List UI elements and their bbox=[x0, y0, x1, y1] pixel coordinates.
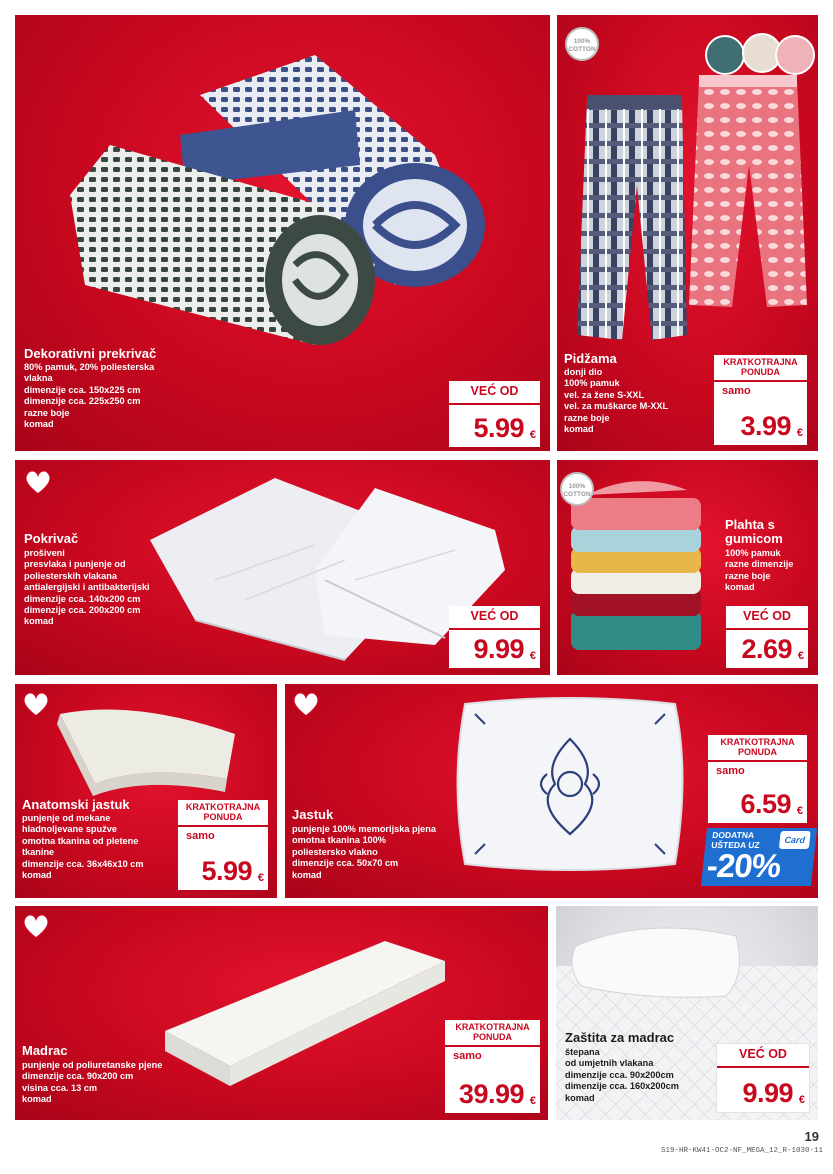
only-label: samo bbox=[716, 765, 745, 777]
limited-offer-label: KRATKOTRAJNA PONUDA bbox=[185, 802, 261, 822]
currency: € bbox=[797, 650, 804, 662]
product-title: Madrac bbox=[22, 1043, 68, 1058]
product-title: Plahta s gumicom bbox=[725, 517, 783, 546]
price-box bbox=[178, 800, 268, 890]
divider bbox=[449, 628, 540, 630]
divider bbox=[717, 1066, 809, 1068]
price-box bbox=[449, 381, 540, 447]
only-label: samo bbox=[722, 385, 751, 397]
price-box bbox=[449, 606, 540, 668]
heart-badge-icon bbox=[24, 469, 52, 495]
limited-offer-label: KRATKOTRAJNA PONUDA bbox=[723, 357, 798, 377]
heart-badge-icon bbox=[292, 691, 320, 717]
product-description: punjenje od poliuretanske pjene dimenzije cca. 90x200 cm visina cca. 13 cm komad bbox=[22, 1060, 163, 1105]
price: 39.99 bbox=[458, 1079, 524, 1109]
heart-badge-icon bbox=[22, 913, 50, 939]
product-description: štepana od umjetnih vlakana dimenzije cca. 90x200cm dimenzije cca. 160x200cm komad bbox=[565, 1047, 679, 1103]
product-title: Pidžama bbox=[564, 351, 617, 366]
panel-pajamas bbox=[557, 15, 818, 451]
only-label: samo bbox=[186, 830, 215, 842]
heart-badge-icon bbox=[22, 691, 50, 717]
product-title: Pokrivač bbox=[24, 531, 79, 546]
price: 9.99 bbox=[742, 1078, 793, 1108]
extra-savings-label: DODATNA UŠTEDA UZ bbox=[710, 830, 761, 850]
limited-offer-label: KRATKOTRAJNA PONUDA bbox=[455, 1022, 530, 1042]
price: 5.99 bbox=[473, 413, 524, 443]
product-description: prošiveni presvlaka i punjenje od poliesterskih vlakana antialergijski i antibakterijski dimenzije cca. 140x200 cm dimenzije cca. 200x200 cm komad bbox=[24, 548, 150, 627]
currency: € bbox=[796, 805, 803, 817]
panel-pillow bbox=[285, 684, 818, 898]
card-discount-banner bbox=[701, 828, 817, 886]
divider bbox=[726, 628, 808, 630]
currency: € bbox=[257, 872, 264, 884]
currency: € bbox=[529, 650, 536, 662]
divider bbox=[708, 760, 807, 762]
discount-percent: -20% bbox=[705, 847, 783, 884]
from-label: VEĆ OD bbox=[739, 1047, 787, 1061]
product-description: donji dio 100% pamuk vel. za žene S-XXL vel. za muškarce M-XXL razne boje komad bbox=[564, 367, 669, 435]
only-label: samo bbox=[453, 1050, 482, 1062]
product-title: Zaštita za madrac bbox=[565, 1030, 675, 1045]
product-description: punjenje od mekane hladnoljevane spužve omotna tkanina od pletene tkanine dimenzije cca. 36x46x10 cm komad bbox=[22, 813, 144, 881]
product-description: 100% pamuk razne dimenzije razne boje komad bbox=[725, 548, 794, 593]
from-label: VEĆ OD bbox=[743, 609, 791, 623]
price: 5.99 bbox=[201, 856, 252, 886]
currency: € bbox=[529, 1095, 536, 1107]
currency: € bbox=[529, 429, 536, 441]
price: 9.99 bbox=[473, 634, 524, 664]
divider bbox=[445, 1045, 540, 1047]
divider bbox=[178, 825, 268, 827]
cotton-badge-icon: 100% COTTON bbox=[565, 27, 599, 61]
page-number: 19 bbox=[804, 1129, 819, 1144]
panel-anatomic-pillow bbox=[15, 684, 277, 898]
currency: € bbox=[796, 427, 803, 439]
product-description: punjenje 100% memorijska pjena omotna tkanina 100% poliestersko vlakno dimenzije cca. 50x70 cm komad bbox=[292, 824, 436, 880]
price: 6.59 bbox=[740, 789, 791, 819]
panel-mattress bbox=[15, 906, 548, 1120]
card-logo-icon: Card bbox=[779, 831, 811, 849]
product-title: Jastuk bbox=[292, 807, 334, 822]
panel-duvet bbox=[15, 460, 550, 675]
panel-mattress-protector bbox=[556, 906, 818, 1120]
divider bbox=[449, 403, 540, 405]
price-box bbox=[716, 1043, 810, 1113]
product-title: Anatomski jastuk bbox=[22, 797, 130, 812]
product-title: Dekorativni prekrivač bbox=[24, 346, 157, 361]
limited-offer-label: KRATKOTRAJNA PONUDA bbox=[720, 737, 795, 757]
price: 3.99 bbox=[740, 411, 791, 441]
panel-sheet bbox=[557, 460, 818, 675]
from-label: VEĆ OD bbox=[470, 384, 519, 398]
panel-bedspread bbox=[15, 15, 550, 451]
from-label: VEĆ OD bbox=[470, 609, 519, 623]
price-box bbox=[445, 1020, 540, 1113]
price-box bbox=[708, 735, 807, 823]
price-box bbox=[726, 606, 808, 668]
product-description: 80% pamuk, 20% poliesterska vlakna dimenzije cca. 150x225 cm dimenzije cca. 225x250 cm razne boje komad bbox=[24, 362, 155, 430]
price-box bbox=[714, 355, 807, 445]
divider bbox=[714, 380, 807, 382]
cotton-badge-icon: 100% COTTON bbox=[560, 472, 594, 506]
currency: € bbox=[798, 1094, 805, 1106]
price: 2.69 bbox=[741, 634, 792, 664]
footer-code: S19-HR-KW41-OC2-NF_MEGA_12_R-1030-11 bbox=[660, 1147, 823, 1155]
